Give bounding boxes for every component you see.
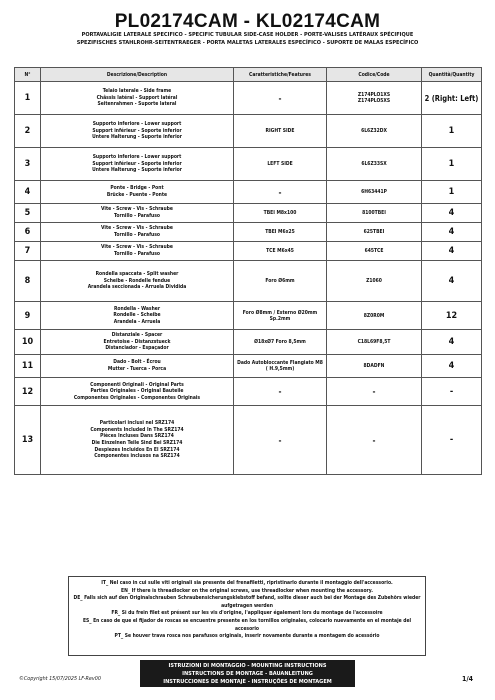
row-number: 1 [15,82,41,115]
table-row [15,82,482,115]
row-features: - [234,406,327,475]
row-features: TCE M6x45 [234,242,327,261]
table-row [15,115,482,148]
header-number: N° [15,68,41,82]
row-features: RIGHT SIDE [234,115,327,148]
row-features: Ø18xØ7 Foro 8,5mm [234,330,327,355]
row-description [41,82,234,115]
row-code: 8Z0R0M [327,302,422,330]
header-features: Caratteristiche/Features [234,68,327,82]
description-line: Tornillo - Parafuso [113,213,160,219]
header-code: Codice/Code [327,68,422,82]
description-line: Untere Halterung - Suporte inferior [92,134,182,141]
note-line: EN_ If there is threadlocker on the original screws, use threadlocker when mounting the accessory. [121,587,373,594]
description-line: Distanciador - Espaçador [105,345,169,352]
note-line: ES_ En caso de que el fijador de roscas se encuentre presente en los tornillos originales, colocarlo nuevamente en el montaje del accesorio [82,617,412,632]
document-subtitle-1: PORTAVALIGIE LATERALE SPECIFICO - SPECIFIC TUBULAR SIDE-CASE HOLDER - PORTE-VALISES LATÉRAUX SPÉCIFIQUE [81,32,414,38]
row-description [41,242,234,261]
note-line: DE_ Falls sich auf den Originalschrauben Schraubensicherungsklebstoff befand, sollte dieser auch bei der Montage des Zubehörs wieder aufgetragen werden [73,595,421,609]
row-description [41,223,234,242]
row-features: Dado Autobloccante Flangiato M8 ( H.9,5mm) [234,355,327,378]
row-description [41,378,234,406]
row-code: Z1060 [327,261,422,302]
footer-line-3: INSTRUCCIONES DE MONTAJE - INSTRUÇÕES DE MONTAGEM [163,679,332,685]
row-code: 625TBEI [327,223,422,242]
row-description [41,148,234,181]
row-number: 11 [15,355,41,378]
row-quantity: 4 [422,261,482,302]
row-number: 12 [15,378,41,406]
row-number: 9 [15,302,41,330]
table-row [15,242,482,261]
description-line: Die Einzelnen Teile Sind Bei SRZ174 [91,440,183,446]
row-description [41,204,234,223]
row-description [41,406,234,475]
page-number: 1/4 [462,675,474,683]
table-row [15,181,482,204]
row-number: 6 [15,223,41,242]
description-line: Tornillo - Parafuso [113,232,160,238]
row-quantity: - [422,406,482,475]
table-row [15,302,482,330]
description-line: Componentes inclusos na SRZ174 [94,453,180,460]
note-line: IT_ Nel caso in cui sulle viti originali sia presente del frenafiletti, ripristinarlo durante il montaggio dell'accessorio. [101,580,393,586]
parts-table [14,67,482,475]
description-line: Componenti Originali - Original Parts [90,381,184,388]
description-line: Châssis latéral - Support latéral [96,94,178,101]
description-line: Scheibe - Rondelle fendue [103,277,171,284]
row-number: 2 [15,115,41,148]
copyright-text: ©Copyright 15/07/2025 LF-Rev00 [19,676,101,682]
row-code: 6L6Z32DX [327,115,422,148]
row-number: 10 [15,330,41,355]
header-description: Descrizione/Description [41,68,234,82]
row-quantity: 4 [422,355,482,378]
document-subtitle-2: SPEZIFISCHES STAHLROHR-SEITENTRAEGER - PORTA MALETAS LATERALES ESPECÍFICO - SUPORTE DE MALAS ESPECÍFICO [76,40,419,46]
row-number: 8 [15,261,41,302]
row-code: 8DADFN [327,355,422,378]
row-quantity: 4 [422,223,482,242]
row-number: 13 [15,406,41,475]
row-quantity: 12 [422,302,482,330]
footer-instructions-bar [140,660,355,687]
row-quantity: 2 (Right: Left) [422,82,482,115]
row-features: TBEI M8x100 [234,204,327,223]
row-code: - [327,378,422,406]
table-row [15,378,482,406]
row-code: 8100TBEI [327,204,422,223]
row-number: 3 [15,148,41,181]
description-line: Componentes Originales - Componentes Originais [73,394,201,401]
row-code: 6L6Z33SX [327,148,422,181]
description-line: Despiezes Incluidos En El SRZ174 [94,446,180,453]
row-number: 5 [15,204,41,223]
description-line: Tornillo - Parafuso [113,251,160,257]
row-code: 6H63441P [327,181,422,204]
description-line: Support inférieur - Soporte inferior [92,160,182,167]
row-features: LEFT SIDE [234,148,327,181]
row-quantity: 1 [422,115,482,148]
description-line: Supporto inferiore - Lower support [92,121,182,128]
row-code: C18L69F8,5T [327,330,422,355]
row-features: - [234,82,327,115]
description-line: Entretoise - Distanzstueck [103,338,171,345]
row-features: TBEI M6x25 [234,223,327,242]
row-code: Z174PLO1XS Z174PLO5XS [327,82,422,115]
table-row [15,204,482,223]
description-line: Rondella spaccata - Split washer [95,271,179,278]
row-number: 4 [15,181,41,204]
description-line: Components Included In The SRZ174 [90,426,184,433]
table-row [15,148,482,181]
row-code: - [327,406,422,475]
row-description [41,330,234,355]
description-line: Telaio laterale - Side frame [102,88,172,95]
row-features: Foro Ø8mm / Esterno Ø20mm Sp.2mm [234,302,327,330]
row-quantity: 4 [422,330,482,355]
description-line: Distanziale - Spacer [111,332,163,339]
table-row [15,261,482,302]
note-line: FR_ Si du frein filet est présent sur les vis d'origine, l'appliquer également lors du montage de l'accessoire [111,610,383,617]
description-line: Ponte - Bridge - Pont [110,185,164,192]
description-line: Vite - Screw - Vis - Schraube [101,206,173,213]
row-quantity: 1 [422,148,482,181]
description-line: Vite - Screw - Vis - Schraube [101,225,173,232]
row-quantity: 4 [422,242,482,261]
table-header-row [15,68,482,82]
row-description [41,355,234,378]
description-line: Pièces Incluses Dans SRZ174 [100,433,174,440]
note-line: PT_ Se houver trava rosca nos parafusos originais, inserir novamente durante a montagem do acessório [114,633,380,640]
description-line: Arandela seccionada - Arruela Dividida [87,284,187,291]
row-quantity: 4 [422,204,482,223]
description-line: Supporto inferiore - Lower support [92,154,182,161]
description-line: Rondella - Washer [113,305,161,312]
table-row [15,406,482,475]
table-row [15,355,482,378]
header-quantity: Quantità/Quantity [422,68,482,82]
description-line: Arandela - Arruela [113,318,161,325]
description-line: Parties Originales - Original Bauteile [90,388,184,395]
row-features: Foro Ø6mm [234,261,327,302]
description-line: Untere Halterung - Suporte inferior [92,167,182,174]
description-line: Rondelle - Scheibe [113,312,161,319]
row-description [41,115,234,148]
row-code: 645TCE [327,242,422,261]
description-line: Brücke - Puente - Ponte [106,192,168,198]
row-description [41,261,234,302]
table-row [15,223,482,242]
footer-line-1: ISTRUZIONI DI MONTAGGIO - MOUNTING INSTRUCTIONS [168,663,327,669]
row-quantity: 1 [422,181,482,204]
description-line: Mutter - Tuerca - Porca [107,366,167,372]
row-quantity: - [422,378,482,406]
description-line: Seitenrahmen - Suporte lateral [97,101,177,108]
description-line: Vite - Screw - Vis - Schraube [101,244,173,251]
document-title: PL02174CAM - KL02174CAM [114,11,381,32]
description-line: Support inférieur - Soporte inferior [92,127,182,134]
description-line: Dado - Bolt - Écrou [113,359,161,366]
table-row [15,330,482,355]
row-number: 7 [15,242,41,261]
row-features: - [234,181,327,204]
threadlocker-notes [68,576,426,656]
row-description [41,302,234,330]
row-features: - [234,378,327,406]
footer-line-2: INSTRUCTIONS DE MONTAGE - BAUANLEITUNG [182,671,313,677]
description-line: Particolari inclusi nel SRZ174 [99,420,175,427]
row-description [41,181,234,204]
